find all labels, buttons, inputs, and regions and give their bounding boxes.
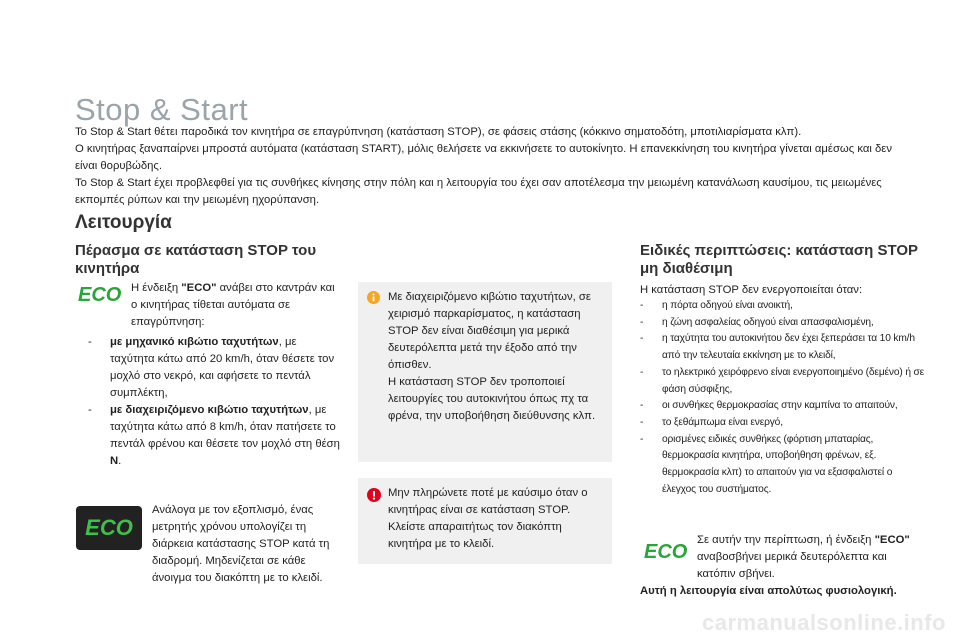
list-item: - η ζώνη ασφαλείας οδηγού είναι απασφαλισμένη, [640,316,874,328]
intro-paragraph-3: Το Stop & Start έχει προβλεφθεί για τις συνθήκες κίνησης στην πόλη και η λειτουργία του έχει σαν αποτέλεσμα την μειωμένη κατανάλωση καυσίμου, τις μειωμένες εκπομπές ρύπων και την μειωμένη ηχορύπανση. [75,177,882,206]
eco-counter-icon: ECO [76,506,142,550]
watermark: carmanualsonline.info [702,610,946,635]
special-cases-lead: Η κατάσταση STOP δεν ενεργοποιείται όταν: [640,284,863,296]
info-icon [367,291,380,304]
list-item: - η πόρτα οδηγού είναι ανοικτή, [640,300,793,311]
eco-flashing-text: Σε αυτήν την περίπτωση, ή ένδειξη "ECO" αναβοσβήνει μερικά δευτερόλεπτα και κατόπιν σβήνει. [697,534,910,580]
info-note [358,282,612,462]
list-item: - με μηχανικό κιβώτιο ταχυτήτων, με ταχύτητα κάτω από 20 km/h, όταν θέσετε τον μοχλό στο νεκρό, και αφήσετε το πεντάλ συμπλέκτη, [88,336,335,399]
page-title: Stop & Start [75,92,249,127]
info-text: Με διαχειριζόμενο κιβώτιο ταχυτήτων, σε χειρισμό παρκαρίσματος, η κατάσταση STOP δεν είναι διαθέσιμη για μερικά δευτερόλεπτα μετά την έξοδο από την όπισθεν. Η κατάσταση STOP δεν τροποποιεί λειτουργίες του αυτοκινήτου όπως πχ τα φρένα, την υποβοήθηση διεύθυνσης κλπ. [388,291,596,422]
list-item: - με διαχειριζόμενο κιβώτιο ταχυτήτων, με ταχύτητα κάτω από 8 km/h, όταν πατήσετε το πεντάλ φρένου και θέσετε τον μοχλό στη θέση N. [88,404,340,467]
warning-note [358,478,612,564]
eco-description: Η ένδειξη "ECO" ανάβει στο καντράν και ο κινητήρας τίθεται αυτόματα σε επαγρύπνηση: [131,282,335,328]
intro-paragraph-1: Το Stop & Start θέτει παροδικά τον κινητήρα σε επαγρύπνηση (κατάσταση STOP), σε φάσεις στάσης (κόκκινο σηματοδότη, μποτιλιαρίσματα κλπ). [75,126,802,138]
warning-icon [367,488,381,502]
eco-flashing-icon: ECO [644,541,688,563]
warning-text: Μην πληρώνετε ποτέ με καύσιμο όταν ο κινητήρας είναι σε κατάσταση STOP. Κλείστε απαραιτήτως τον διακόπτη κινητήρα με το κλειδί. [388,487,588,550]
intro-paragraph-2: Ο κινητήρας ξαναπαίρνει μπροστά αυτόματα (κατάσταση START), μόλις θελήσετε να εκκινήσετε το αυτοκίνητο. Η επανεκκίνηση του κινητήρα γίνεται αμέσως και δεν είναι θορυβώδης. [75,143,892,172]
stop-mode-heading: Πέρασμα σε κατάσταση STOP του κινητήρα [75,242,317,277]
stop-conditions-list [88,334,340,470]
list-item: - το ξεθάμπωμα είναι ενεργό, [640,416,783,428]
intro-text [75,124,905,209]
special-cases-heading: Ειδικές περιπτώσεις: κατάσταση STOP μη διαθέσιμη [640,242,918,277]
list-item: - ορισμένες ειδικές συνθήκες (φόρτιση μπαταρίας, θερμοκρασία κινητήρα, υποβοήθηση φρένων, εξ. θερμοκρασία κλπ) το απαιτούν για να εξασφαλιστεί ο έλεγχος του συστήματος. [640,433,893,495]
list-item: - η ταχύτητα του αυτοκινήτου δεν έχει ξεπεράσει τα 10 km/h από την τελευταία εκκίνηση με το κλειδί, [640,333,915,362]
list-item: - οι συνθήκες θερμοκρασίας στην καμπίνα το απαιτούν, [640,400,898,412]
section-heading: Λειτουργία [75,212,172,233]
special-cases-list [640,298,925,498]
counter-description: Ανάλογα με τον εξοπλισμό, ένας μετρητής χρόνου υπολογίζει τη διάρκεια κατάστασης STOP κατά τη διαδρομή. Μηδενίζεται σε κάθε άνοιγμα του διακόπτη με το κλειδί. [152,504,330,584]
closing-note: Αυτή η λειτουργία είναι απολύτως φυσιολογική. [640,585,897,597]
eco-indicator-icon: ECO [78,284,122,306]
list-item: - το ηλεκτρικό χειρόφρενο είναι ενεργοποιημένο (δεμένο) ή σε φάση σύσφιξης, [640,366,925,395]
